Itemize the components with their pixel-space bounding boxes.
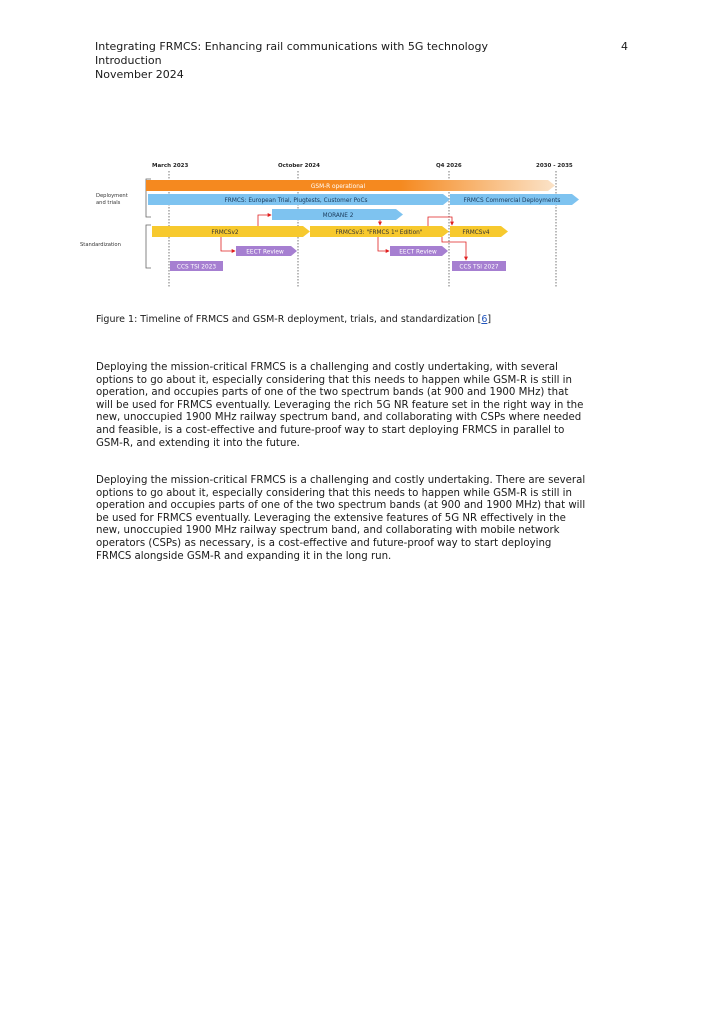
page-number: 4 bbox=[621, 40, 628, 53]
connector-arrow-frmcsv2-to-morane bbox=[258, 215, 271, 226]
connector-arrow-to-ccs-2027 bbox=[442, 237, 466, 260]
eect-review-label-2: EECT Review bbox=[399, 249, 437, 256]
group-label-standardization: Standardization bbox=[80, 242, 121, 248]
caption-reference-link[interactable]: 6 bbox=[481, 314, 488, 325]
figure-caption bbox=[96, 314, 491, 325]
connector-arrow-frmcsv3-to-eect bbox=[378, 237, 389, 251]
document-date: November 2024 bbox=[95, 68, 184, 81]
document-title: Integrating FRMCS: Enhancing rail communications with 5G technology bbox=[95, 40, 488, 53]
ccs-tsi-2023-label: CCS TSI 2023 bbox=[176, 264, 217, 271]
date-label-2030-2035: 2030 - 2035 bbox=[536, 163, 573, 169]
date-label-october-2024: October 2024 bbox=[278, 163, 320, 169]
frmcsv3-label-end: Edition" bbox=[397, 230, 423, 236]
caption-end: ] bbox=[487, 314, 492, 325]
connector-arrow-frmcsv2-to-eect bbox=[221, 237, 235, 251]
group-label-trials: and trials bbox=[96, 200, 121, 206]
standardization-bracket bbox=[146, 225, 151, 268]
page-header bbox=[95, 40, 488, 82]
paragraph-2: Deploying the mission-critical FRMCS is a challenging and costly undertaking. There are several options to go about it, especially considering that this needs to happen while GSM-R is still in operation and occupies parts of one of the two spectrum bands (at 900 and 1900 MHz) that will be used for FRMCS eventually. Leveraging the extensive features of 5G NR effectively in the new, unoccupied 1900 MHz railway spectrum band, and collaborating with mobile network operators (CSPs) as necessary, is a cost-effective and future-proof way to start deploying FRMCS alongside GSM-R and expanding it in the long run. bbox=[96, 475, 586, 562]
eect-review-label-1: EECT Review bbox=[246, 249, 284, 256]
frmcsv4-label: FRMCSv4 bbox=[462, 230, 490, 236]
frmcs-trials-label: FRMCS: European Trial, Plugtests, Customer PoCs bbox=[224, 198, 368, 204]
date-label-q4-2026: Q4 2026 bbox=[436, 163, 462, 169]
frmcsv2-label: FRMCSv2 bbox=[211, 230, 239, 236]
date-label-march-2023: March 2023 bbox=[152, 163, 189, 169]
ccs-tsi-2027-label: CCS TSI 2027 bbox=[459, 264, 499, 271]
timeline-diagram bbox=[80, 155, 600, 290]
timeline-figure bbox=[80, 155, 600, 290]
frmcsv3-label-main: FRMCSv3: "FRMCS 1 bbox=[335, 230, 395, 236]
morane2-label: MORANE 2 bbox=[322, 213, 354, 219]
connector-arrow-frmcsv3-to-frmcsv4 bbox=[428, 217, 452, 226]
caption-text: Figure 1: Timeline of FRMCS and GSM-R deployment, trials, and standardization [ bbox=[96, 314, 482, 325]
frmcsv3-label-superscript: st bbox=[394, 229, 398, 233]
frmcsv3-label bbox=[335, 229, 422, 236]
gsmr-operational-label: GSM-R operational bbox=[310, 184, 366, 190]
frmcs-commercial-label: FRMCS Commercial Deployments bbox=[463, 198, 561, 204]
group-label-deployment: Deployment bbox=[96, 193, 128, 199]
paragraph-1: Deploying the mission-critical FRMCS is a challenging and costly undertaking, with several options to go about it, especially considering that this needs to happen while GSM-R is still in operation, and occupies parts of one of the two spectrum bands (at 900 and 1900 MHz) that will be used for FRMCS eventually. Leveraging the rich 5G NR feature set in the right way in the new, unoccupied 1900 MHz railway spectrum band, and collaborating with CSPs where needed and feasible, is a cost-effective and future-proof way to start deploying FRMCS in parallel to GSM-R, and extending it into the future. bbox=[96, 362, 584, 449]
section-title: Introduction bbox=[95, 54, 162, 67]
